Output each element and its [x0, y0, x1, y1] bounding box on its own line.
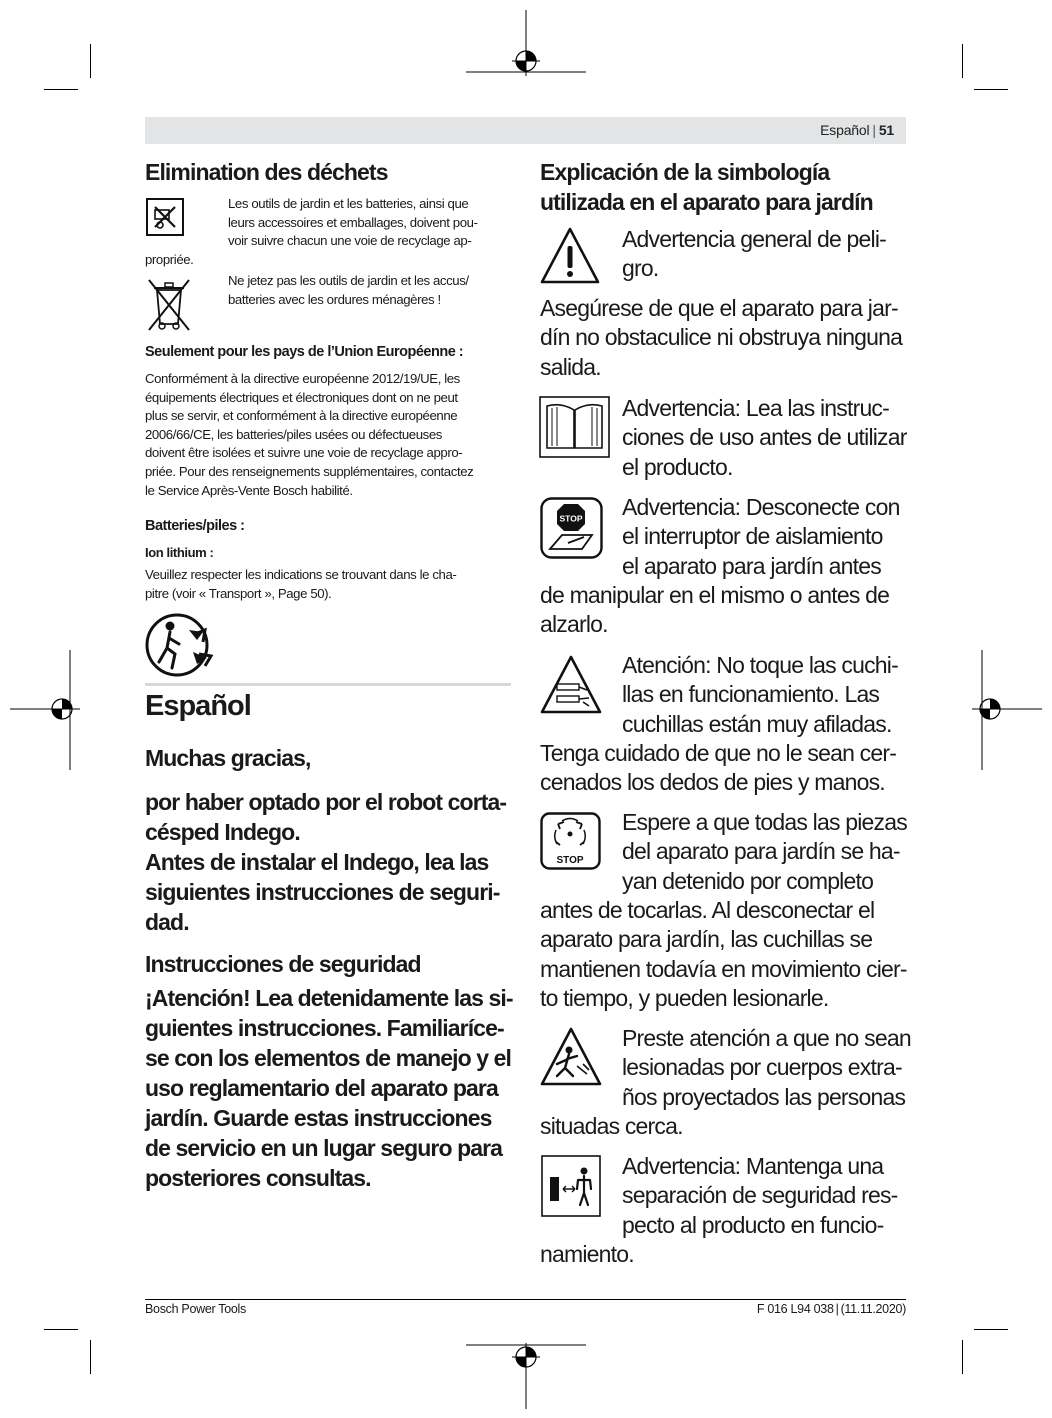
no-tools-bin-icon — [146, 198, 184, 236]
section-name: Español — [820, 122, 870, 138]
wait-stop-icon — [540, 812, 601, 870]
blades-text-top — [622, 651, 912, 739]
distance-text-bottom — [540, 1240, 912, 1269]
safety-block — [145, 949, 515, 1193]
text-line: el producto. — [622, 453, 733, 480]
distance-text-top — [622, 1152, 912, 1240]
text-line: separación de seguridad res- — [622, 1182, 898, 1209]
text-line: antes de tocarlas. Al desconectar el — [540, 897, 875, 923]
text-line: gro. — [622, 255, 659, 282]
text-line: dín no obstaculice ni obstruya ninguna — [540, 324, 903, 351]
text-line: Espere a que todas las piezas — [622, 809, 907, 835]
text-line: cuchillas están muy afiladas. — [622, 710, 892, 737]
text-line: situadas cerca. — [540, 1113, 683, 1139]
wait-text-bottom — [540, 896, 912, 1013]
eu-line: priée. Pour des renseignements supplémentaires, contactez — [145, 463, 474, 479]
disposal-line: batteries avec les ordures ménagères ! — [228, 291, 441, 307]
intro-line: césped Indego. — [145, 819, 300, 845]
text-line: aparato para jardín, las cuchillas se — [540, 926, 873, 953]
eu-title: Seulement pour les pays de l’Union Européenne : — [145, 344, 464, 360]
intro-line: Antes de instalar el Indego, lea las — [145, 849, 489, 875]
text-line: salida. — [540, 353, 601, 380]
crop-mark — [90, 1340, 91, 1374]
crop-mark — [44, 1329, 78, 1330]
crop-mark — [962, 1340, 963, 1374]
text-line: Advertencia: Lea las instruc- — [622, 395, 889, 421]
crossed-bin-icon — [145, 276, 193, 332]
thrown-text-bottom — [540, 1112, 912, 1141]
text-line: Advertencia: Mantenga una — [622, 1153, 884, 1179]
text-line: Advertencia: Desconecte con — [622, 494, 900, 520]
lithium-paragraph — [145, 566, 511, 603]
text-line: ciones de uso antes de utilizar — [622, 424, 907, 451]
eu-line: plus se servir, et conformément à la directive européenne — [145, 408, 458, 424]
crop-mark — [44, 89, 78, 90]
stop-sign-label: STOP — [559, 513, 583, 524]
eu-line: Conformément à la directive européenne 2012/19/UE, les — [145, 371, 460, 386]
thrown-objects-icon — [539, 1026, 603, 1088]
text-line: lesionadas por cuerpos extra- — [622, 1054, 902, 1081]
text-line: to tiempo, y pueden lesionarle. — [540, 984, 829, 1011]
crop-mark — [974, 89, 1008, 90]
eu-line: le Service Après-Vente Bosch habilité. — [145, 482, 353, 498]
recycle-person-icon — [145, 610, 217, 680]
symbols-title — [540, 157, 910, 217]
eu-line: équipements électriques et électroniques dont on ne peut — [145, 389, 458, 405]
crop-mark — [90, 44, 91, 78]
read-manual-text — [622, 394, 912, 482]
text-line: pecto al producto en funcio- — [622, 1211, 884, 1238]
thanks-title: Muchas gracias, — [145, 745, 311, 771]
warning-general-text — [622, 225, 912, 284]
text-line: mantienen todavía en movimiento cier- — [540, 955, 907, 982]
text-line: alzarlo. — [540, 611, 608, 638]
read-manual-icon — [539, 396, 610, 458]
safety-line: se con los elementos de manejo y el — [145, 1045, 512, 1071]
blades-text-bottom — [540, 739, 912, 798]
text-line: ños proyectados las personas — [622, 1083, 906, 1110]
disposal-line: leurs accessoires et emballages, doivent pou- — [228, 214, 478, 230]
text-line: Preste atención a que no sean — [622, 1025, 911, 1051]
eu-paragraph — [145, 370, 511, 500]
crop-mark — [962, 44, 963, 78]
safety-distance-icon — [541, 1155, 601, 1217]
outlet-text — [540, 294, 912, 382]
crop-mark — [974, 1329, 1008, 1330]
page-header — [145, 117, 906, 144]
wait-stop-label: STOP — [556, 855, 584, 866]
thrown-text-top — [622, 1024, 912, 1112]
registration-mark-right — [972, 650, 1042, 770]
footer-rule — [145, 1299, 906, 1300]
intro-line: siguientes instrucciones de seguri- — [145, 879, 500, 905]
warning-triangle-icon — [539, 226, 601, 286]
stop-disconnect-icon — [540, 497, 603, 559]
text-line: cenados los dedos de pies y manos. — [540, 769, 885, 796]
text-line: Atención: No toque las cuchi- — [622, 652, 898, 678]
eu-line: 2006/66/CE, les batteries/piles usées ou défectueuses — [145, 426, 442, 442]
registration-mark-top — [466, 10, 586, 76]
text-line: el interruptor de aislamiento — [622, 523, 883, 550]
disposal-paragraph-2 — [228, 272, 511, 309]
page-number: 51 — [878, 122, 894, 138]
disposal-line: Ne jetez pas les outils de jardin et les accus/ — [228, 273, 469, 288]
intro-line: dad. — [145, 909, 189, 935]
text-line: el aparato para jardín antes — [622, 552, 881, 579]
text-line: yan detenido por completo — [622, 867, 874, 894]
disconnect-text-top — [622, 493, 912, 581]
disconnect-text-bottom — [540, 581, 912, 640]
eu-line: doivent être isolées et suivre une voie de recyclage appro- — [145, 445, 463, 461]
safety-line: jardín. Guarde estas instrucciones — [145, 1105, 492, 1131]
disposal-line: Les outils de jardin et les batteries, ainsi que — [228, 196, 469, 211]
safety-line: guientes instrucciones. Familiaríce- — [145, 1015, 504, 1041]
intro-block — [145, 743, 515, 937]
registration-mark-left — [10, 650, 80, 770]
text-line: llas en funcionamiento. Las — [622, 681, 880, 708]
text-line: de manipular en el mismo o antes de — [540, 582, 890, 608]
text-line: del aparato para jardín se ha- — [622, 838, 900, 865]
blade-hazard-icon — [539, 654, 603, 716]
text-line: Tenga cuidado de que no le sean cer- — [540, 740, 897, 766]
lithium-title: Ion lithium : — [145, 545, 214, 560]
text-line: Asegúrese de que el aparato para jar- — [540, 295, 898, 321]
symbols-title-line: utilizada en el aparato para jardín — [540, 189, 873, 215]
disposal-line: propriée. — [145, 252, 194, 267]
text-line: namiento. — [540, 1241, 634, 1267]
safety-line: de servicio en un lugar seguro para — [145, 1135, 503, 1161]
safety-line: posteriores consultas. — [145, 1165, 371, 1191]
batteries-title: Batteries/piles : — [145, 518, 245, 534]
disposal-paragraph-1 — [228, 195, 511, 251]
lithium-line: pitre (voir « Transport », Page 50). — [145, 585, 332, 601]
lithium-line: Veuillez respecter les indications se trouvant dans le cha- — [145, 567, 457, 582]
footer-code: F 016 L94 038 | (11.11.2020) — [756, 1302, 906, 1316]
wait-text-top — [622, 808, 912, 896]
registration-mark-bottom — [466, 1343, 586, 1409]
disposal-title: Elimination des déchets — [145, 159, 388, 185]
doc-date: (11.11.2020) — [840, 1302, 906, 1316]
text-line: Advertencia general de peli- — [622, 226, 886, 252]
disposal-line: voir suivre chacun une voie de recyclage ap- — [228, 233, 472, 249]
safety-line: ¡Atención! Lea detenidamente las si- — [145, 985, 513, 1011]
doc-code: F 016 L94 038 — [756, 1302, 834, 1316]
safety-line: uso reglamentario del aparato para — [145, 1075, 498, 1101]
section-divider — [145, 683, 511, 686]
footer-brand: Bosch Power Tools — [145, 1302, 246, 1316]
page-header-text: Español | 51 — [820, 122, 894, 138]
language-title: Español — [145, 690, 251, 722]
safety-title: Instrucciones de seguridad — [145, 951, 421, 977]
symbols-title-line: Explicación de la simbología — [540, 159, 830, 185]
intro-line: por haber optado por el robot corta- — [145, 789, 507, 815]
